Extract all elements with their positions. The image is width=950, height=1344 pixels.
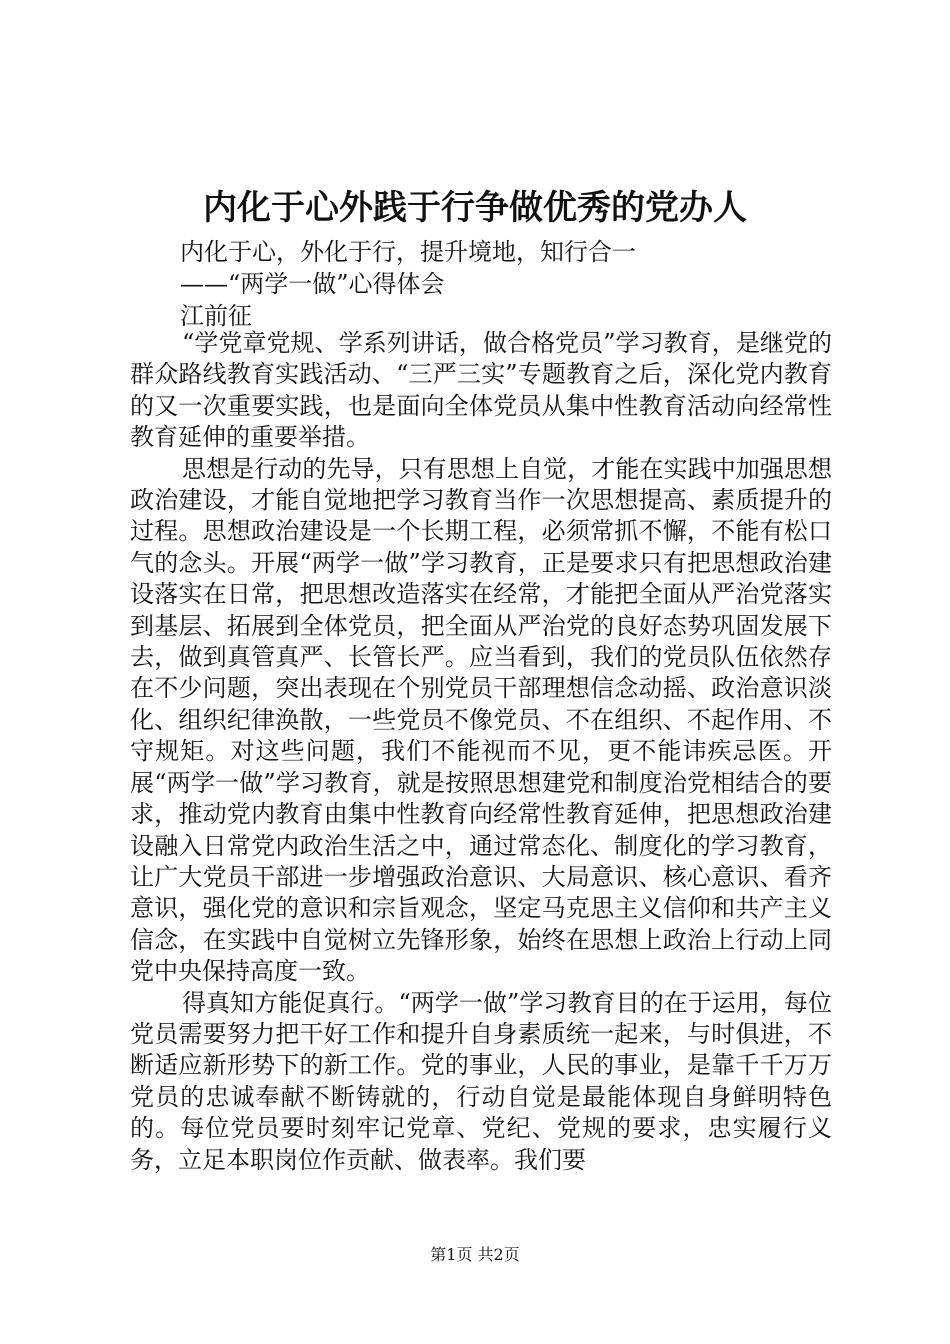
paragraph-3: 得真知方能促真行。“两学一做”学习教育目的在于运用，每位党员需要努力把干好工作和提升自身素质统一起来，与时俱进，不断适应新形势下的新工作。党的事业，人民的事业，是靠千千万万党员的忠诚奉献不断铸就的，行动自觉是最能体现自身鲜明特色的。每位党员要时刻牢记党章、党纪、党规的要求，忠实履行义务，立足本职岗位作贡献、做表率。我们要 bbox=[130, 988, 832, 1174]
subtitle-line-2: ——“两学一做”心得体会 bbox=[180, 270, 445, 298]
subtitle-line-1: 内化于心，外化于行，提升境地，知行合一 bbox=[180, 238, 636, 266]
paragraph-1: “学党章党规、学系列讲话，做合格党员”学习教育，是继党的群众路线教育实践活动、“三严三实”专题教育之后，深化党内教育的又一次重要实践，也是面向全体党员从集中性教育活动向经常性教育延伸的重要举措。 bbox=[130, 329, 832, 452]
author-name: 江前征 bbox=[180, 302, 252, 330]
document-title: 内化于心外践于行争做优秀的党办人 bbox=[203, 188, 747, 228]
document-body bbox=[130, 328, 832, 1176]
paragraph-2: 思想是行动的先导，只有思想上自觉，才能在实践中加强思想政治建设，才能自觉地把学习教育当作一次思想提高、素质提升的过程。思想政治建设是一个长期工程，必须常抓不懈，不能有松口气的念头。开展“两学一做”学习教育，正是要求只有把思想政治建设落实在日常，把思想改造落实在经常，才能把全面从严治党落实到基层、拓展到全体党员，把全面从严治党的良好态势巩固发展下去，做到真管真严、长管长严。应当看到，我们的党员队伍依然存在不少问题，突出表现在个别党员干部理想信念动摇、政治意识淡化、组织纪律涣散，一些党员不像党员、不在组织、不起作用、不守规矩。对这些问题，我们不能视而不见，更不能讳疾忌医。开展“两学一做”学习教育，就是按照思想建党和制度治党相结合的要求，推动党内教育由集中性教育向经常性教育延伸，把思想政治建设融入日常党内政治生活之中，通过常态化、制度化的学习教育，让广大党员干部进一步增强政治意识、大局意识、核心意识、看齐意识，强化党的意识和宗旨观念，坚定马克思主义信仰和共产主义信念，在实践中自觉树立先锋形象，始终在思想上政治上行动上同党中央保持高度一致。 bbox=[130, 454, 832, 986]
page-footer: 第1页 共2页 bbox=[430, 1245, 520, 1264]
